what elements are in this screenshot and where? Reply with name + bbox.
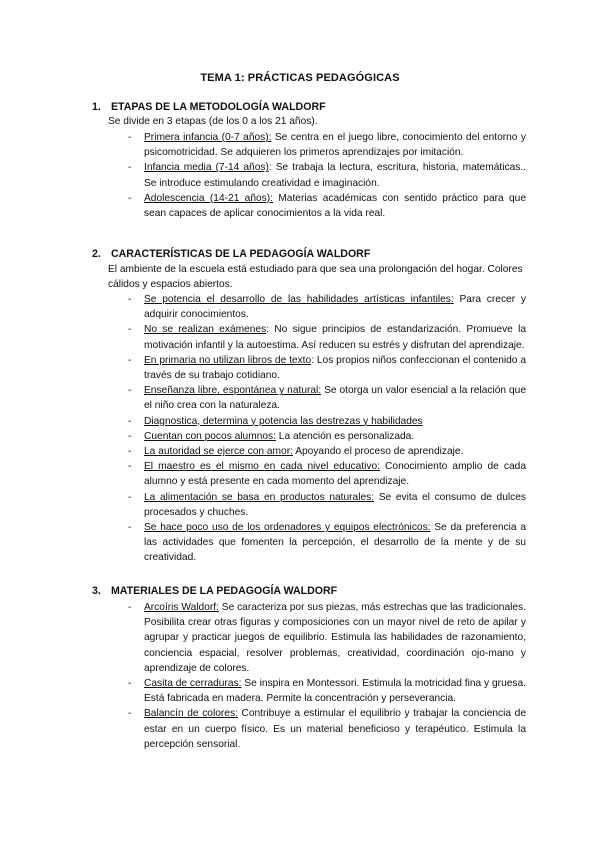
list-item [126, 444, 526, 459]
item-label: Se hace poco uso de los ordenadores y equipos electrónicos: [144, 522, 431, 534]
item-text: : Se trabaja la lectura, escritura, historia, matemáticas.. Se introduce estimulando creatividad e imaginación. [144, 162, 526, 189]
list-item [126, 414, 526, 429]
item-label: Enseñanza libre, espontánea y natural: [144, 385, 322, 397]
list-item [126, 706, 526, 752]
item-label: Arcoíris Waldorf: [144, 602, 219, 613]
item-text: Materias académicas con sentido práctico para que sean capaces de aplicar conocimientos a la vida real. [144, 192, 526, 220]
list-item [126, 520, 526, 566]
item-text: Contribuye a estimular el equilibrio y trabajar la conciencia de estar en un cuerpo físico. Es un material beneficioso y terapéutico. Estimula la percepción sensorial. [144, 708, 526, 750]
item-text: Se da preferencia a las actividades que fomenten la percepción, el desarrollo de la mente y de su creatividad. [144, 522, 526, 564]
section-number: 3. [92, 585, 101, 597]
item-text: Se centra en el juego libre, conocimiento del entorno y psicomotricidad. Se adquieren los primeros aprendizajes por imitación. [144, 132, 526, 159]
list-item [126, 383, 526, 413]
item-label: Primera infancia (0-7 años): [144, 132, 272, 143]
item-label: No se realizan exámenes [144, 324, 267, 336]
item-text: Para crecer y adquirir conocimientos. [144, 294, 526, 321]
section-2-intro: El ambiente de la escuela está estudiado para que sea una prolongación del hogar. Colores cálidos y espacios abiertos. [108, 264, 523, 291]
list-item [126, 130, 526, 160]
item-text: Se caracteriza por sus piezas, más estrechas que las tradicionales. Posibilita crear otras figuras y composiciones con un mayor nivel de reto de apilar y agrupar y practicar juegos de equilibrio. Estimula las habilidades de razonamiento, conciencia espacial, resolver problemas, creatividad, coordinación ojo-mano y aprendizaje de colores. [144, 602, 526, 674]
item-text: Se otorga un valor esencial a la relación que el niño crea con la naturaleza. [144, 385, 526, 412]
list-item [126, 191, 526, 221]
section-2-heading [92, 248, 370, 260]
item-label: Casita de cerraduras: [144, 678, 242, 690]
section-3-heading [92, 585, 337, 597]
list-item [126, 459, 526, 489]
section-1-intro: Se divide en 3 etapas (de los 0 a los 21 años). [108, 116, 318, 127]
item-text: Conocimiento amplio de cada alumno y está presente en cada momento del aprendizaje. [144, 461, 526, 488]
item-text: Se inspira en Montessori. Estimula la motricidad fina y gruesa. Está fabricada en madera. Permite la concentración y perseverancia. [144, 678, 526, 705]
item-label: Adolescencia (14-21 años): [144, 192, 273, 204]
item-label: En primaria no utilizan libros de texto [144, 354, 312, 366]
item-label: Se potencia el desarrollo de las habilidades artísticas infantiles: [144, 294, 454, 305]
list-item [126, 490, 526, 520]
section-2-list [126, 292, 526, 566]
item-label: Infancia media (7-14 años) [144, 162, 269, 174]
list-item [126, 292, 526, 322]
section-title: ETAPAS DE LA METODOLOGÍA WALDORF [110, 101, 326, 113]
item-text: Se evita el consumo de dulces procesados y chuches. [144, 491, 526, 518]
item-text: La atención es personalizada. [275, 430, 415, 442]
item-text: : Los propios niños confeccionan el contenido a través de su trabajo cotidiano. [144, 354, 526, 382]
item-label: El maestro es el mismo en cada nivel educativo: [144, 461, 380, 473]
item-label: La autoridad se ejerce con amor: [144, 446, 293, 458]
item-text: Apoyando el proceso de aprendizaje. [292, 446, 464, 458]
item-label: Diagnostica, determina y potencia las destrezas y habilidades [144, 415, 423, 427]
list-item [126, 160, 526, 190]
item-label: Balancín de colores: [144, 708, 238, 720]
section-number: 1. [92, 101, 101, 113]
section-number: 2. [92, 248, 101, 260]
section-title: MATERIALES DE LA PEDAGOGÍA WALDORF [110, 585, 338, 597]
list-item [126, 600, 526, 676]
item-label: Cuentan con pocos alumnos: [144, 430, 276, 442]
list-item [126, 676, 526, 706]
item-label: La alimentación se basa en productos naturales: [144, 491, 375, 503]
section-3-list [126, 600, 526, 752]
section-1-heading [92, 101, 326, 113]
section-1-list [126, 130, 526, 221]
list-item [126, 322, 526, 352]
list-item [126, 429, 526, 444]
item-text: : No sigue principios de estandarización. Promueve la motivación infantil y la autoestima. Así reducen su estrés y disfrutan del aprendizaje. [144, 324, 526, 351]
page-title: TEMA 1: PRÁCTICAS PEDAGÓGICAS [200, 72, 400, 84]
section-title: CARACTERÍSTICAS DE LA PEDAGOGÍA WALDORF [110, 248, 371, 260]
list-item [126, 353, 526, 383]
